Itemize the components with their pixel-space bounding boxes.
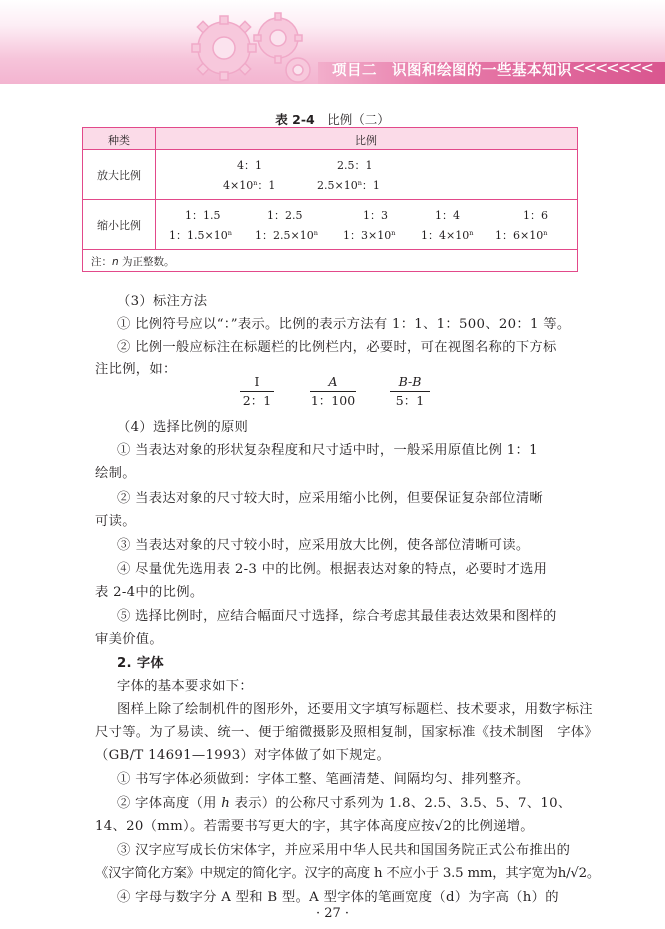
paragraph: 可读。 [95,514,136,529]
enlarge-label: 放大比例 [97,169,141,182]
page-header [0,0,665,84]
paragraph: 表 2-4中的比例。 [95,585,204,600]
col-type-header: 种类 [108,134,130,147]
paragraph: ④ 字母与数字分 A 型和 B 型。A 型字体的笔画宽度（d）为字高（h）的 [117,890,559,905]
enlarge-r2c1: $4\times 10^n$：1 [223,179,276,192]
reduce-bottom-5: 1：$6\times 10^n$ [495,229,548,242]
reduce-top-3: 1：3 [363,209,388,222]
reduce-top-2: 1：2.5 [267,209,303,222]
table-header-row [83,128,577,150]
paragraph: 字体的基本要求如下： [117,679,253,694]
table-column-divider [155,128,156,250]
reduce-top-5: 1：6 [523,209,548,222]
page-number: · 27 · [315,906,350,921]
table-caption-text: 比例（二） [327,112,390,127]
paragraph: ④ 尽量优先选用表 2-3 中的比例。根据表达对象的特点，必要时才选用 [117,562,548,577]
example-fraction-2: A 1：100 [310,374,356,408]
reduce-bottom-1: 1：$1.5\times 10^n$ [169,229,232,242]
section-font-title: 2. 字体 [117,656,165,671]
header-arrows: <<<<<<< [572,58,652,77]
paragraph: ② 字体高度（用 h 表示）的公称尺寸系列为 1.8、2.5、3.5、5、7、10、 [117,796,572,811]
paragraph: 图样上除了绘制机件的图形外，还要用文字填写标题栏、技术要求，用数字标注 [117,702,593,717]
paragraph: 注比例，如： [95,362,177,377]
enlarge-r1c2: 2.5：1 [337,159,373,172]
paragraph: ① 比例符号应以“：”表示。比例的表示方法有 1：1、1：500、20：1 等。 [117,317,571,332]
section-3-title: （3）标注方法 [117,294,208,309]
paragraph: ② 当表达对象的尺寸较大时，应采用缩小比例，但要保证复杂部位清晰 [117,491,544,506]
table-note-row [83,250,577,271]
reduce-bottom-2: 1：$2.5\times 10^n$ [255,229,318,242]
paragraph: ⑤ 选择比例时，应结合幅面尺寸选择，综合考虑其最佳表达效果和图样的 [117,609,557,624]
reduce-label: 缩小比例 [97,219,141,232]
paragraph: 《汉字简化方案》中规定的简化字。汉字的高度 h 不应小于 3.5 mm，其字宽为h/√2。 [95,866,601,881]
gear-icon [186,8,316,84]
reduce-bottom-4: 1：$4\times 10^n$ [421,229,474,242]
paragraph: ② 比例一般应标注在标题栏的比例栏内，必要时，可在视图名称的下方标 [117,340,557,355]
table-row-enlarge [83,150,577,200]
section-4-title: （4）选择比例的原则 [117,420,249,435]
table-row-reduce [83,200,577,250]
paragraph: ③ 汉字应写成长仿宋体字，并应采用中华人民共和国国务院正式公布推出的 [117,843,571,858]
enlarge-r2c2: $2.5\times 10^n$：1 [317,179,380,192]
paragraph: 尺寸等。为了易读、统一、便于缩微摄影及照相复制，国家标准《技术制图 字体》 [95,725,599,740]
col-ratio-header: 比例 [355,134,377,147]
example-fraction-1: Ⅰ 2：1 [240,374,274,408]
table-note: 注：n 为正整数。 [91,256,175,268]
enlarge-r1c1: 4：1 [237,159,262,172]
paragraph: ① 当表达对象的形状复杂程度和尺寸适中时，一般采用原值比例 1：1 [117,443,538,458]
paragraph: ① 书写字体必须做到：字体工整、笔画清楚、间隔均匀、排列整齐。 [117,772,530,787]
paragraph: 14、20（mm）。若需要书写更大的字，其字体高度应按√2的比例递增。 [95,819,534,834]
paragraph: 审美价值。 [95,632,163,647]
header-title: 项目二 识图和绘图的一些基本知识 [332,63,572,79]
paragraph: （GB/T 14691—1993）对字体做了如下规定。 [95,748,391,763]
paragraph: 绘制。 [95,466,136,481]
table-caption-label: 表 2-4 [275,112,315,127]
reduce-top-4: 1：4 [435,209,460,222]
reduce-top-1: 1：1.5 [185,209,221,222]
table-caption [0,110,665,128]
reduce-bottom-3: 1：$3\times 10^n$ [343,229,396,242]
example-fraction-3: B-B 5：1 [390,374,430,408]
paragraph: ③ 当表达对象的尺寸较小时，应采用放大比例，使各部位清晰可读。 [117,538,530,553]
ratio-table [82,127,578,272]
